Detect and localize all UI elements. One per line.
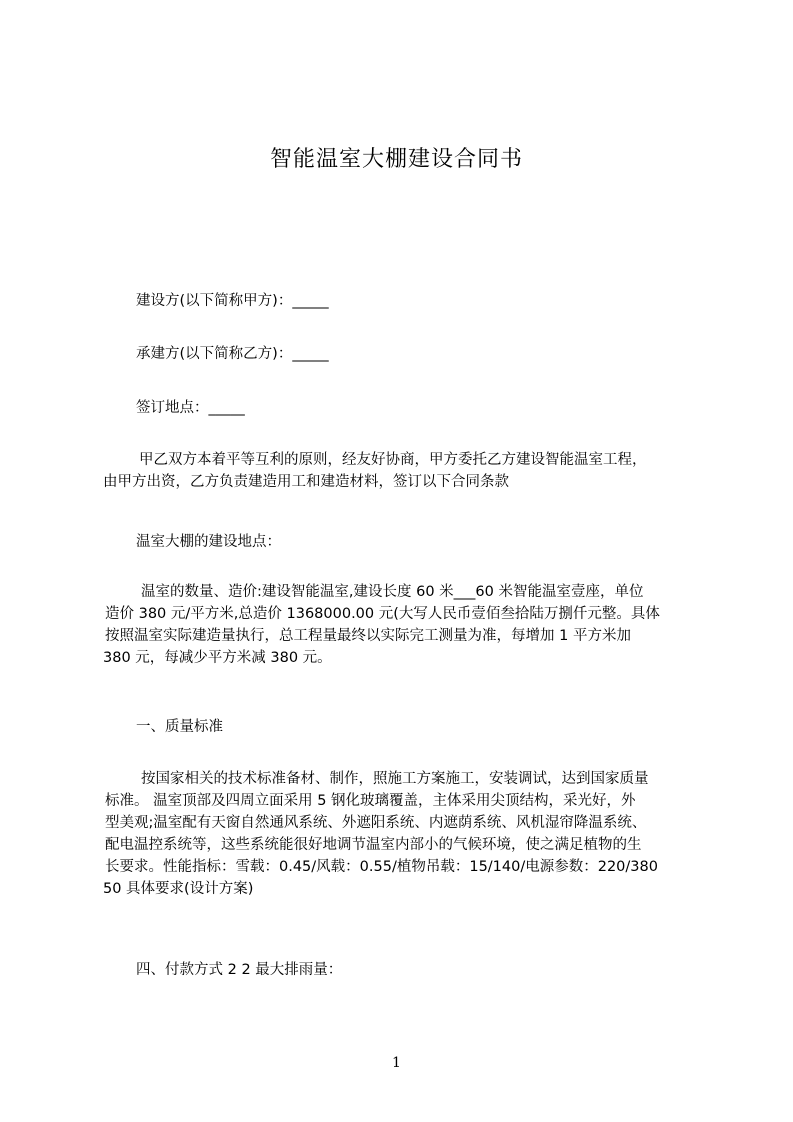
intro-line: 甲乙双方本着平等互利的原则，经友好协商，甲方委托乙方建设智能温室工程， [139,452,647,468]
quality-line: 长要求。性能指标：雪载：0.45/风载：0.55/植物吊载：15/140/电源参数：220/380 [105,859,658,875]
party-b-line: 承建方(以下简称乙方)：_____ [136,346,329,362]
quality-line: 配电温控系统等，这些系统能很好地调节温室内部小的气候环境，使之满足植物的生 [105,837,642,853]
page-number: 1 [392,1055,401,1071]
site-heading: 温室大棚的建设地点： [136,534,281,550]
intro-line: 由甲方出资，乙方负责建造用工和建造材料，签订以下合同条款 [103,474,509,490]
quality-line: 按国家相关的技术标准备材、制作，照施工方案施工，安装调试，达到国家质量 [141,771,649,787]
document-title: 智能温室大棚建设合同书 [269,147,523,172]
quantity-line: 温室的数量、造价:建设智能温室,建设长度 60 米___60 米智能温室壹座，单位 [141,584,644,600]
party-a-line: 建设方(以下简称甲方)：_____ [136,293,329,309]
section-payment-heading: 四、付款方式 2 2 最大排雨量： [136,962,343,978]
quality-line: 50 具体要求(设计方案) [103,881,254,897]
intro-paragraph [103,449,699,493]
quantity-line: 按照温室实际建造量执行，总工程量最终以实际完工测量为准，每增加 1 平方米加 [105,628,631,644]
section-quality-heading: 一、质量标准 [136,719,223,735]
quantity-line: 造价 380 元/平方米,总造价 1368000.00 元(大写人民币壹佰叁拾陆万捌仟元整。具体 [105,606,660,622]
quantity-line: 380 元，每减少平方米减 380 元。 [103,650,332,666]
sign-place-line: 签订地点：_____ [136,400,245,416]
quantity-paragraph [103,581,699,669]
quality-line: 标准。 温室顶部及四周立面采用 5 钢化玻璃覆盖，主体采用尖顶结构，采光好，外 [105,793,636,809]
quality-line: 型美观;温室配有天窗自然通风系统、外遮阳系统、内遮荫系统、风机湿帘降温系统、 [105,815,647,831]
quality-paragraph [103,768,699,900]
